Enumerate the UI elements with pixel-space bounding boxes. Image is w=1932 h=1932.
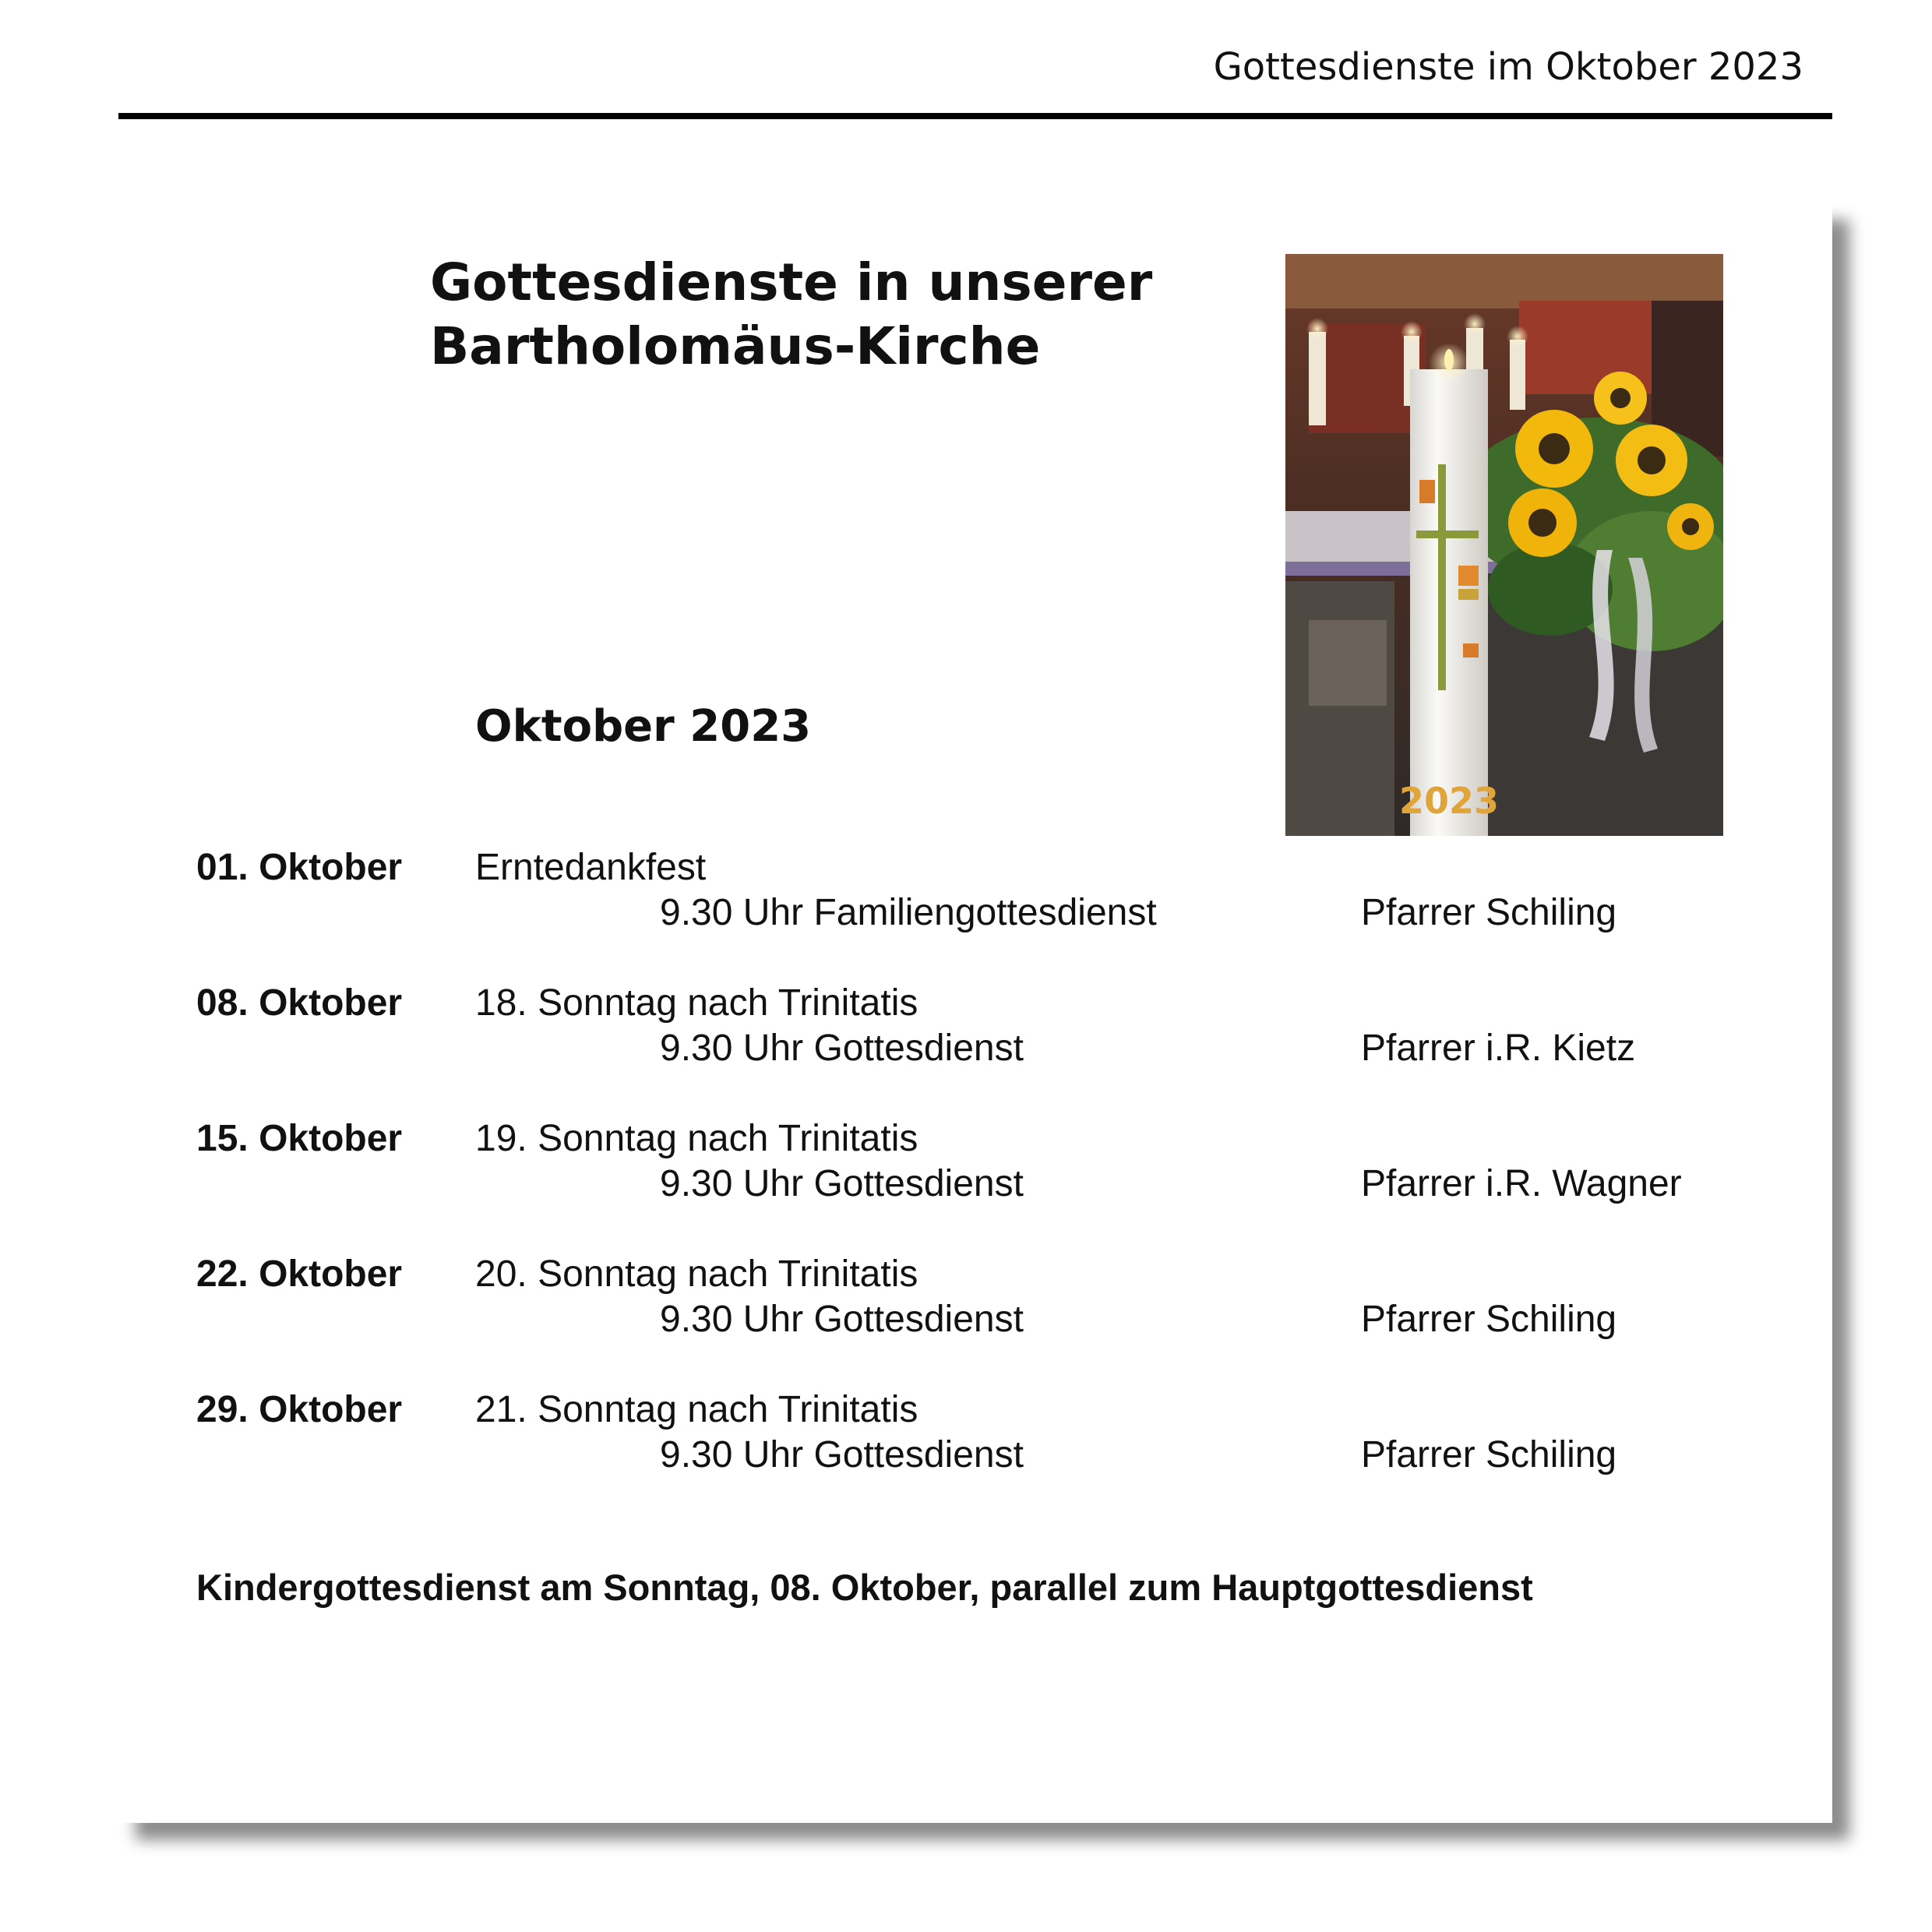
card-title <box>430 251 1152 379</box>
service-pastor: Pfarrer Schiling <box>1361 1299 1617 1340</box>
service-time: 9.30 Uhr Gottesdienst <box>660 1299 1024 1340</box>
service-card <box>118 203 1832 1823</box>
childrens-service-note: Kindergottesdienst am Sonntag, 08. Oktober, parallel zum Hauptgottesdienst <box>196 1567 1533 1608</box>
service-pastor: Pfarrer i.R. Kietz <box>1361 1028 1636 1069</box>
service-date: 15. Oktober <box>196 1118 403 1159</box>
service-date: 08. Oktober <box>196 982 403 1024</box>
service-entry <box>196 1117 1793 1218</box>
service-time: 9.30 Uhr Gottesdienst <box>660 1434 1024 1475</box>
service-occasion: 18. Sonntag nach Trinitatis <box>475 982 918 1024</box>
easter-candle-sunflowers-photo <box>1285 254 1723 836</box>
service-entry <box>196 1253 1793 1354</box>
service-pastor: Pfarrer Schiling <box>1361 892 1617 933</box>
card-title-line-2: Bartholomäus-Kirche <box>430 316 1041 376</box>
service-pastor: Pfarrer i.R. Wagner <box>1361 1163 1682 1204</box>
service-date: 29. Oktober <box>196 1389 403 1430</box>
service-occasion: Erntedankfest <box>475 847 707 888</box>
service-occasion: 21. Sonntag nach Trinitatis <box>475 1389 918 1430</box>
service-time: 9.30 Uhr Gottesdienst <box>660 1028 1024 1069</box>
running-header: Gottesdienste im Oktober 2023 <box>1213 45 1803 89</box>
service-occasion: 19. Sonntag nach Trinitatis <box>475 1118 918 1159</box>
header-rule <box>118 113 1832 119</box>
service-date: 01. Oktober <box>196 847 403 888</box>
service-time: 9.30 Uhr Familiengottesdienst <box>660 892 1157 933</box>
service-pastor: Pfarrer Schiling <box>1361 1434 1617 1475</box>
service-date: 22. Oktober <box>196 1253 403 1295</box>
service-occasion: 20. Sonntag nach Trinitatis <box>475 1253 918 1295</box>
card-title-line-1: Gottesdienste in unserer <box>430 252 1153 312</box>
service-time: 9.30 Uhr Gottesdienst <box>660 1163 1024 1204</box>
candle-year-text: 2023 <box>1398 780 1500 822</box>
service-entry <box>196 846 1793 947</box>
service-entry <box>196 1388 1793 1490</box>
month-heading: Oktober 2023 <box>475 701 812 752</box>
service-entry <box>196 982 1793 1083</box>
